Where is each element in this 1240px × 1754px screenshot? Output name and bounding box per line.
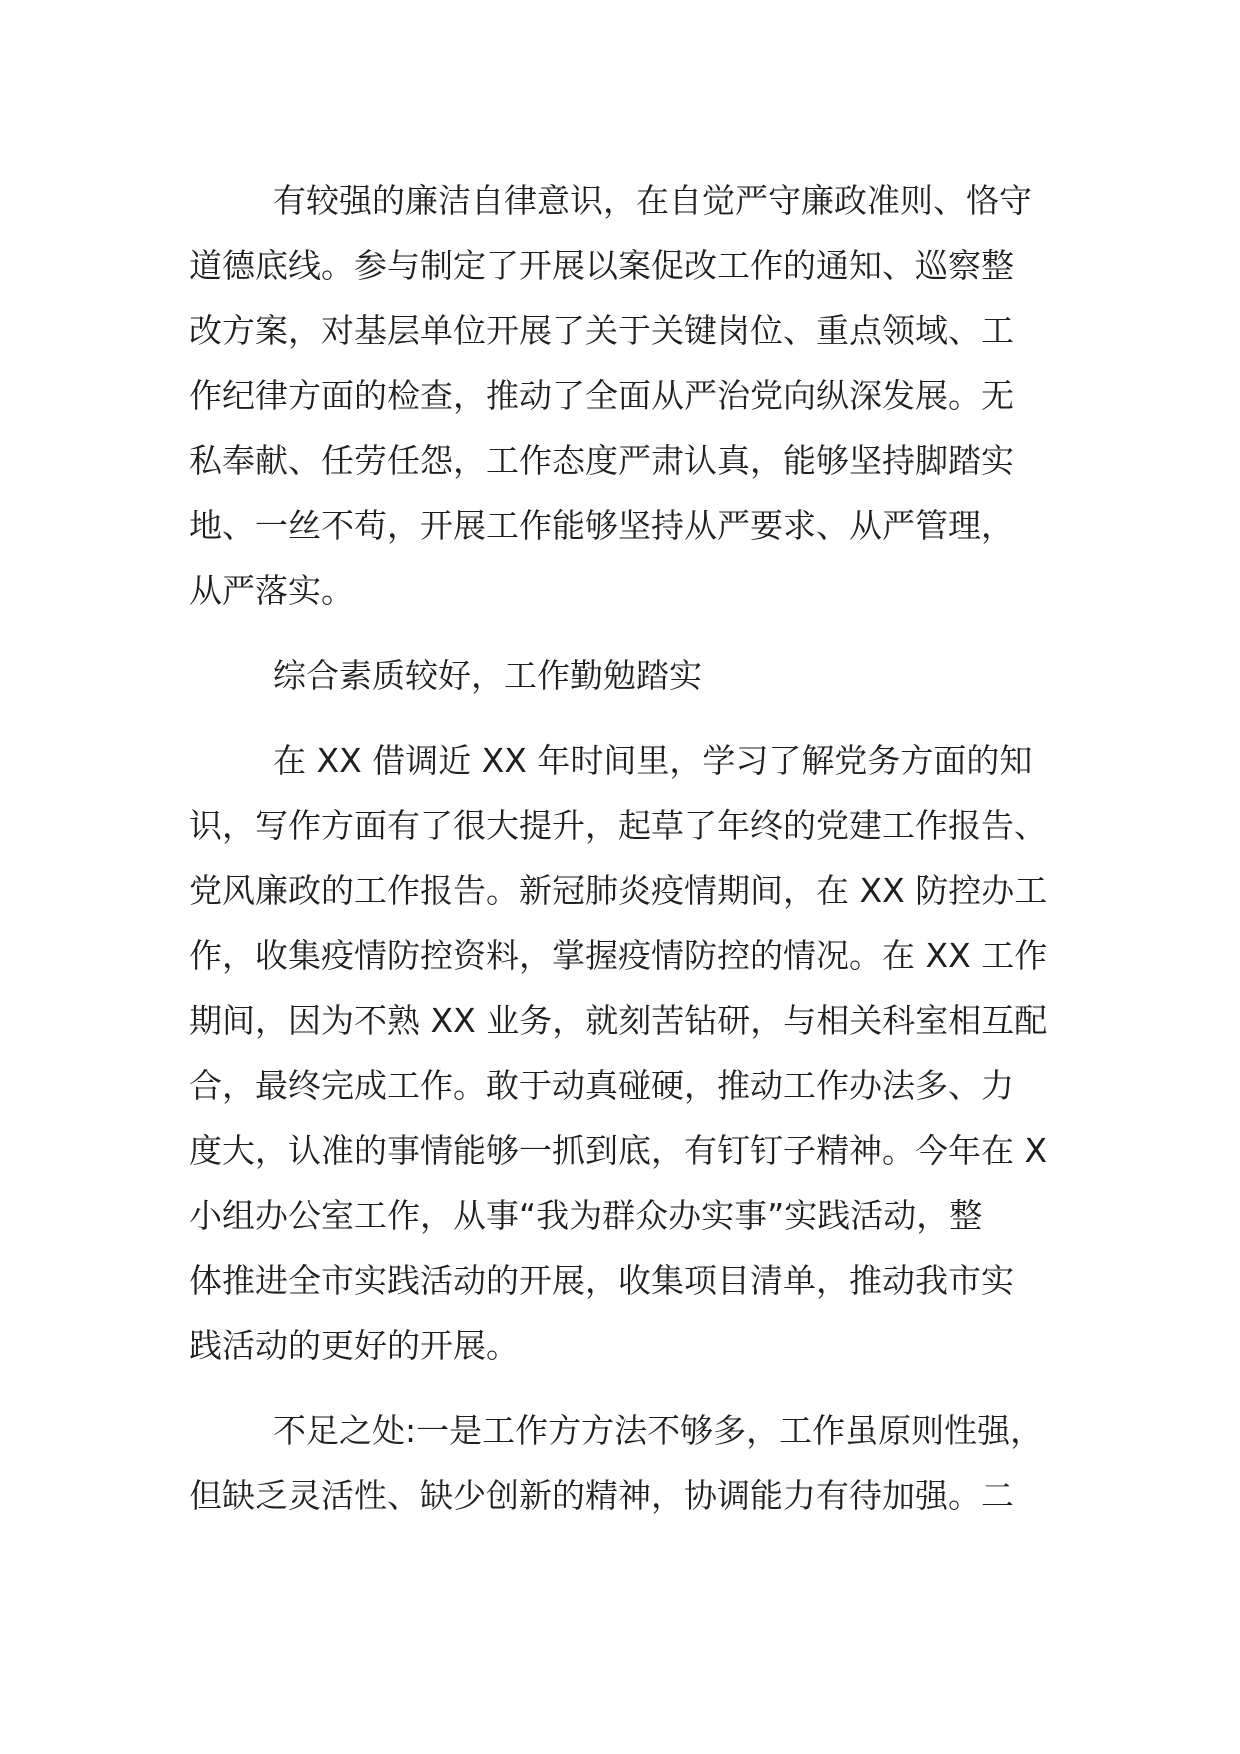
text-line: 地、一丝不苟，开展工作能够坚持从严要求、从严管理， xyxy=(189,506,1014,545)
text-line: 党风廉政的工作报告。新冠肺炎疫情期间，在 XX 防控办工 xyxy=(189,871,1048,910)
paragraph-shortcomings xyxy=(189,1398,1069,1528)
paragraph-secondment xyxy=(189,728,1069,1378)
text-line: 综合素质较好，工作勤勉踏实 xyxy=(273,656,702,695)
text-line: 识，写作方面有了很大提升，起草了年终的党建工作报告、 xyxy=(189,806,1047,845)
text-line: 道德底线。参与制定了开展以案促改工作的通知、巡察整 xyxy=(189,246,1014,285)
paragraph-gap xyxy=(189,623,1069,643)
text-line: 作，收集疫情防控资料，掌握疫情防控的情况。在 XX 工作 xyxy=(189,936,1048,975)
text-line: 体推进全市实践活动的开展，收集项目清单，推动我市实 xyxy=(189,1261,1014,1300)
text-line: 但缺乏灵活性、缺少创新的精神，协调能力有待加强。二 xyxy=(189,1476,1014,1515)
section-heading xyxy=(189,643,1069,708)
text-line: 有较强的廉洁自律意识，在自觉严守廉政准则、恪守 xyxy=(273,181,1032,220)
text-line: 合，最终完成工作。敢于动真碰硬，推动工作办法多、力 xyxy=(189,1066,1014,1105)
text-line: 私奉献、任劳任怨，工作态度严肃认真，能够坚持脚踏实 xyxy=(189,441,1014,480)
paragraph-gap xyxy=(189,708,1069,728)
text-line: 在 XX 借调近 XX 年时间里，学习了解党务方面的知 xyxy=(273,741,1033,780)
text-line: 作纪律方面的检查，推动了全面从严治党向纵深发展。无 xyxy=(189,376,1014,415)
text-line: 不足之处:一是工作方方法不够多，工作虽原则性强， xyxy=(273,1411,1044,1450)
text-line: 践活动的更好的开展。 xyxy=(189,1326,519,1365)
paragraph-integrity xyxy=(189,168,1069,623)
text-line: 改方案，对基层单位开展了关于关键岗位、重点领域、工 xyxy=(189,311,1014,350)
text-line: 从严落实。 xyxy=(189,571,354,610)
text-line: 期间，因为不熟 XX 业务，就刻苦钻研，与相关科室相互配 xyxy=(189,1001,1048,1040)
text-line: 小组办公室工作，从事“我为群众办实事”实践活动，整 xyxy=(189,1196,983,1235)
text-line: 度大，认准的事情能够一抓到底，有钉钉子精神。今年在 X xyxy=(189,1131,1048,1170)
paragraph-gap xyxy=(189,1378,1069,1398)
document-body xyxy=(189,168,1069,1528)
